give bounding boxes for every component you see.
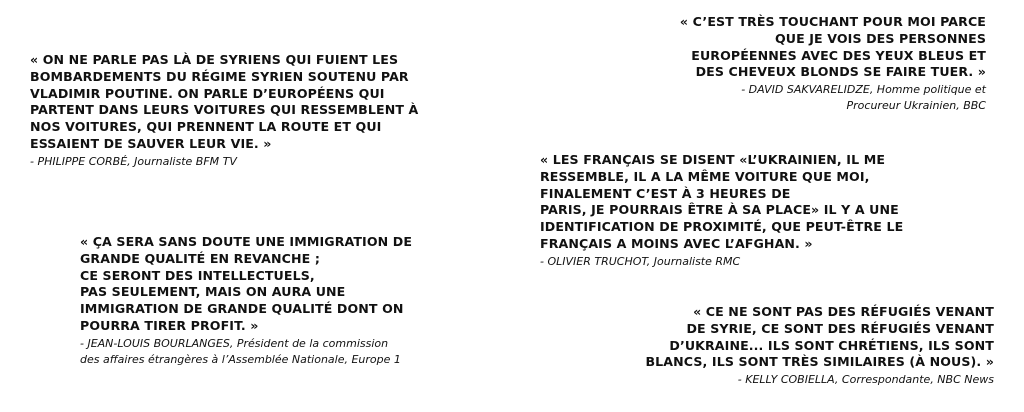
quote-line: VLADIMIR POUTINE. ON PARLE D’EUROPÉENS QUI [30,85,385,101]
quote-line: IMMIGRATION DE GRANDE QUALITÉ DONT ON [80,301,404,317]
quote-text [540,152,903,253]
attribution-line: - KELLY COBIELLA, Correspondante, NBC News [737,373,994,387]
quote-line: BLANCS, ILS SONT TRÈS SIMILAIRES (À NOUS). » [645,354,994,370]
attribution-line: Procureur Ukrainien, BBC [846,99,986,113]
attribution-line: - JEAN-LOUIS BOURLANGES, Président de la commission [80,336,389,350]
quote-line: IDENTIFICATION DE PROXIMITÉ, QUE PEUT-ÊTRE LE [540,219,904,235]
quote-line: EUROPÉENNES AVEC DES YEUX BLEUS ET [691,47,986,63]
quote-attribution [80,336,412,368]
quote-block-cobiella [645,304,994,388]
quote-line: BOMBARDEMENTS DU RÉGIME SYRIEN SOUTENU PAR [30,68,409,84]
quote-line: ESSAIENT DE SAUVER LEUR VIE. » [30,135,272,151]
quote-line: RESSEMBLE, IL A LA MÊME VOITURE QUE MOI, [540,168,870,184]
quote-line: GRANDE QUALITÉ EN REVANCHE ; [80,250,320,266]
quote-attribution [645,372,994,388]
quote-line: D’UKRAINE... ILS SONT CHRÉTIENS, ILS SONT [669,337,994,353]
quote-line: « C’EST TRÈS TOUCHANT POUR MOI PARCE [679,14,986,29]
quote-block-sakvarelidze [680,14,986,114]
quote-line: PAS SEULEMENT, MAIS ON AURA UNE [80,284,346,300]
quote-line: NOS VOITURES, QUI PRENNENT LA ROUTE ET QUI [30,119,382,135]
quote-line: CE SERONT DES INTELLECTUELS, [80,267,315,283]
quote-line: FINALEMENT C’EST À 3 HEURES DE [540,185,791,201]
quote-text [80,234,412,335]
quote-line: DES CHEVEUX BLONDS SE FAIRE TUER. » [695,64,986,80]
quote-line: « LES FRANÇAIS SE DISENT «L’UKRAINIEN, IL ME [540,152,886,167]
quote-attribution [680,82,986,114]
quote-attribution [30,154,418,170]
quote-line: « ON NE PARLE PAS LÀ DE SYRIENS QUI FUIENT LES [30,52,399,67]
quote-line: PARTENT DANS LEURS VOITURES QUI RESSEMBLENT À [30,102,419,118]
quote-line: POURRA TIRER PROFIT. » [80,317,259,333]
quote-line: « ÇA SERA SANS DOUTE UNE IMMIGRATION DE [80,234,413,249]
attribution-line: - DAVID SAKVARELIDZE, Homme politique et [741,83,986,97]
quote-block-corbe [30,52,418,170]
quote-line: QUE JE VOIS DES PERSONNES [774,30,986,46]
quote-line: « CE NE SONT PAS DES RÉFUGIÉS VENANT [693,304,994,319]
attribution-line: - OLIVIER TRUCHOT, Journaliste RMC [540,254,741,268]
quote-block-bourlanges [80,234,412,368]
attribution-line: - PHILIPPE CORBÉ, Journaliste BFM TV [30,154,237,168]
quote-text [30,52,418,153]
quote-attribution [540,254,903,270]
quote-line: PARIS, JE POURRAIS ÊTRE À SA PLACE» IL Y A UNE [540,202,899,218]
quote-block-truchot [540,152,903,270]
quote-text [680,14,986,81]
attribution-line: des affaires étrangères à l’Assemblée Nationale, Europe 1 [80,352,401,366]
quote-line: DE SYRIE, CE SONT DES RÉFUGIÉS VENANT [686,320,994,336]
quote-line: FRANÇAIS A MOINS AVEC L’AFGHAN. » [540,235,813,251]
quote-text [645,304,994,371]
